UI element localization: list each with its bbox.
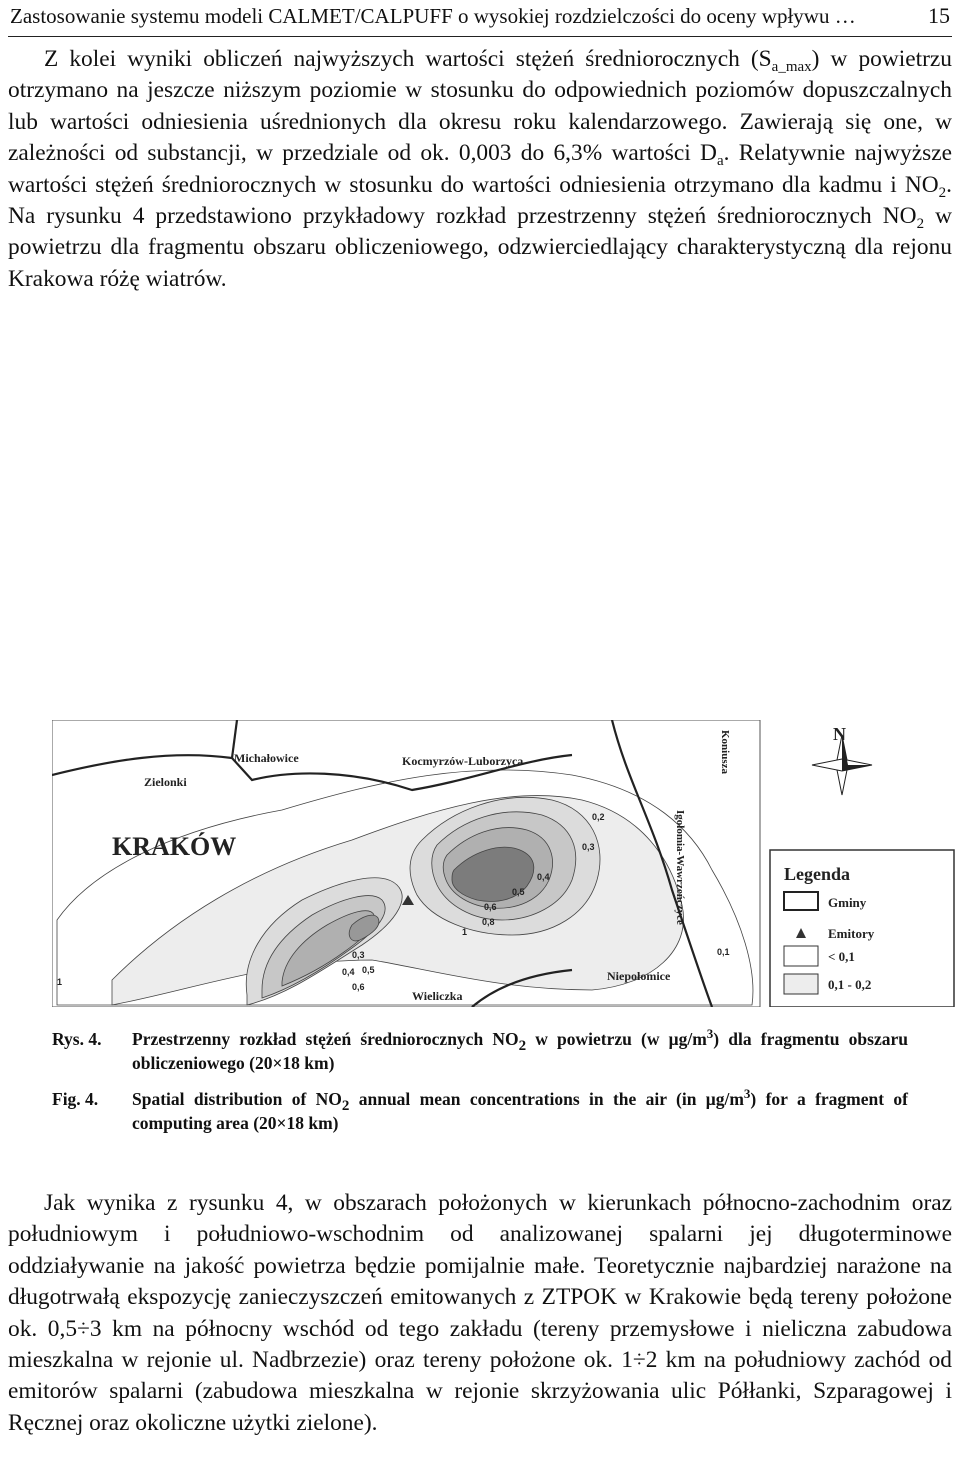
text-run: w powietrzu dla fragmentu obszaru obliczeniowego, odzwierciedlający charakterystyczną dla rejonu Krakowa różę wiatrów.	[8, 203, 952, 292]
subscript: 2	[341, 1098, 350, 1114]
caption-label: Rys. 4.	[52, 1029, 102, 1049]
isoline-label: 0,3	[582, 842, 595, 852]
place-label-wieliczka: Wieliczka	[412, 989, 463, 1003]
subscript: a	[716, 153, 724, 170]
legend-item-label: Gminy	[828, 895, 867, 910]
text-run: . Na rysunku 4 przedstawiono przykładowy rozkład przestrzenny stężeń średniorocznych NO	[8, 171, 952, 230]
legend-item-label: < 0,1	[828, 949, 855, 964]
running-header	[8, 0, 952, 37]
superscript: 3	[706, 1026, 714, 1041]
legend-swatch-class	[784, 946, 818, 966]
legend-item-label: 0,1 - 0,2	[828, 977, 872, 992]
legend-item-label: Emitory	[828, 926, 875, 941]
superscript: 3	[743, 1086, 751, 1101]
subscript: a_max	[771, 59, 812, 75]
legend-title: Legenda	[784, 864, 851, 884]
place-label-krakow: KRAKÓW	[112, 832, 237, 861]
compass-north-label: N	[833, 724, 846, 744]
place-label-niepolomice: Niepołomice	[607, 969, 671, 983]
isoline-label: 1	[57, 977, 63, 987]
place-label-kocmyrzow: Kocmyrzów-Luborzyca	[402, 754, 524, 768]
subscript: 2	[518, 1038, 527, 1054]
place-label-michalowice: Michałowice	[234, 751, 299, 765]
isoline-label: 0,3	[352, 950, 365, 960]
isoline-label: 0,2	[592, 812, 605, 822]
figure-caption-pl	[52, 1027, 908, 1075]
isoline-label: 0,6	[484, 902, 497, 912]
subscript: 2	[916, 216, 925, 233]
page-number: 15	[928, 3, 950, 28]
body-paragraph-1	[8, 44, 952, 295]
isoline-label: 1	[462, 927, 468, 937]
text-run: ) w powietrzu otrzymano na jeszcze niższym poziomie w stosunku do odpowiednich poziomów dopuszczalnych lub wartości odniesienia uśrednionych dla okresu roku kalendarzowego. Zawierają się one, w zależności od substancji, w przedziale od ok. 0,003 do 6,3% wartości D	[8, 46, 953, 167]
isoline-label: 0,4	[537, 872, 550, 882]
caption-text: ) dla fragmentu obszaru obliczeniowego (20×18 km)	[132, 1029, 908, 1073]
body-paragraph-2: Jak wynika z rysunku 4, w obszarach położonych w kierunkach północno-zachodnim oraz południowym i południowo-wschodnim od analizowanej spalarni jej długoterminowe oddziaływanie na jakość powietrza będzie pomijalnie małe. Teoretycznie najbardziej narażone na długotrwałą ekspozycję zanieczyszczeń emitowanych z ZTPOK w Krakowie będą tereny położone ok. 0,5÷3 km na północny wschód od tego zakładu (tereny przemysłowe i nieliczna zabudowa mieszkalna w rejonie ul. Nadbrzezie) oraz tereny położone ok. 1÷2 km na południowy zachód od emitorów spalarni (zabudowa mieszkalna w rejonie skrzyżowania ulic Półłanki, Szparagowej i Ręcznej oraz okoliczne użytki zielone).	[8, 1190, 952, 1436]
place-label-koniusza: Koniusza	[719, 730, 731, 775]
caption-text: Przestrzenny rozkład stężeń średniorocznych NO	[132, 1029, 519, 1049]
isoline-label: 0,6	[352, 982, 365, 992]
place-label-zielonki: Zielonki	[144, 775, 187, 789]
isoline-label: 0,4	[342, 967, 355, 977]
caption-text: annual mean concentrations in the air (in μg/m	[349, 1089, 744, 1109]
text-run: Z kolei wyniki obliczeń najwyższych wartości stężeń średniorocznych (S	[44, 46, 772, 72]
running-title: Zastosowanie systemu modeli CALMET/CALPUFF o wysokiej rozdzielczości do oceny wpływu …	[10, 4, 856, 28]
isoline-label: 0,8	[482, 917, 495, 927]
isoline-label: 0,1	[717, 947, 730, 957]
caption-text: w powietrzu (w μg/m	[526, 1029, 707, 1049]
caption-label: Fig. 4.	[52, 1089, 99, 1109]
text-run: . Relatywnie najwyższe wartości stężeń średniorocznych w stosunku do wartości odniesienia otrzymano dla kadmu i NO	[8, 140, 953, 198]
caption-text: Spatial distribution of NO	[132, 1089, 342, 1109]
legend-swatch-class	[784, 974, 818, 994]
legend-swatch-boundary	[784, 892, 818, 910]
isoline-label: 0,5	[512, 887, 525, 897]
concentration-map-figure	[52, 720, 960, 1007]
isoline-label: 0,5	[362, 965, 375, 975]
place-label-igolomia: Igołomia-Wawrzeńczyce	[674, 810, 686, 925]
caption-text: ) for a fragment of computing area (20×18 km)	[132, 1089, 908, 1133]
figure-caption-en	[52, 1087, 908, 1135]
subscript: 2	[938, 184, 947, 201]
